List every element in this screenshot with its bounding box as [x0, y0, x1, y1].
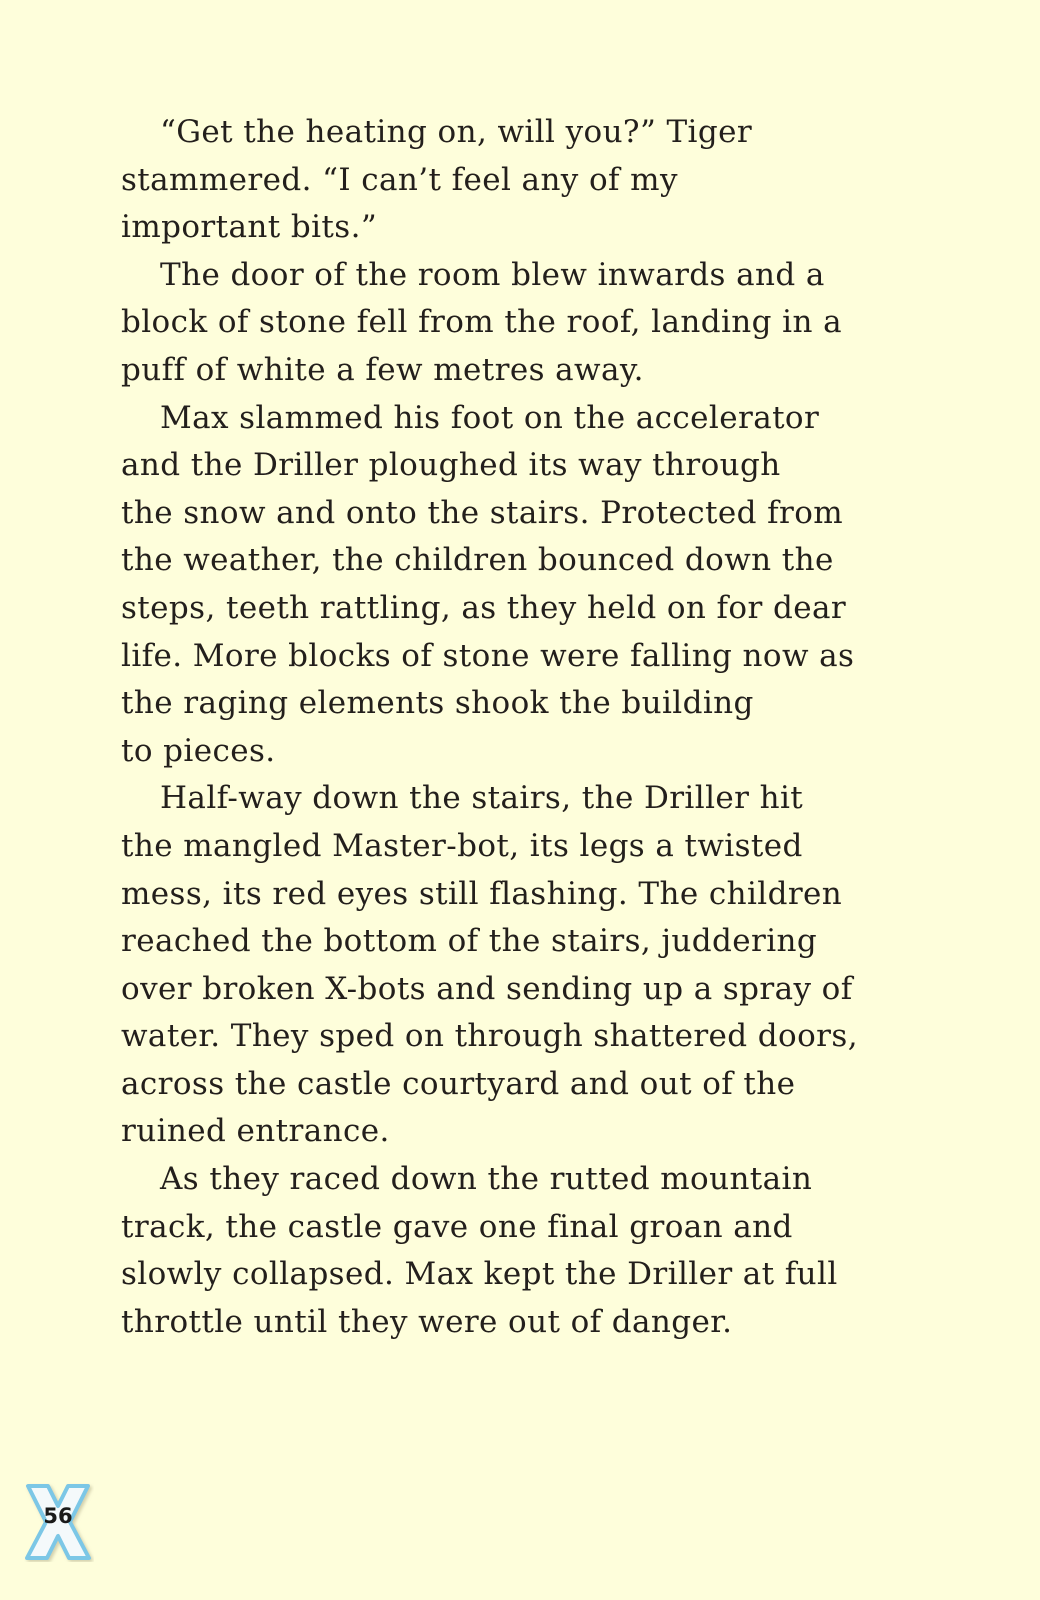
text-line: over broken X-bots and sending up a spray of — [121, 970, 853, 1007]
text-line: “Get the heating on, will you?” Tiger — [160, 114, 753, 150]
text-line: and the Driller ploughed its way through — [121, 447, 781, 484]
text-line: throttle until they were out of danger. — [121, 1303, 733, 1340]
text-line: the snow and onto the stairs. Protected from — [121, 494, 844, 531]
text-line: steps, teeth rattling, as they held on for dear — [121, 589, 847, 626]
paragraph — [121, 395, 921, 776]
text-line: track, the castle gave one final groan and — [121, 1208, 793, 1245]
text-line: The door of the room blew inwards and a — [160, 256, 825, 293]
text-line: the weather, the children bounced down the — [121, 542, 834, 579]
text-line: reached the bottom of the stairs, juddering — [121, 923, 818, 960]
text-line: mess, its red eyes still flashing. The children — [121, 875, 843, 912]
text-line: block of stone fell from the roof, landing in a — [121, 304, 842, 341]
text-line: As they raced down the rutted mountain — [160, 1161, 813, 1198]
paragraph — [121, 109, 921, 252]
text-line: puff of white a few metres away. — [121, 351, 644, 388]
text-line: to pieces. — [121, 732, 276, 769]
text-line: important bits.” — [121, 209, 378, 246]
paragraph — [121, 252, 921, 395]
text-line: water. They sped on through shattered doors, — [121, 1018, 858, 1055]
text-line: Half-way down the stairs, the Driller hit — [160, 780, 804, 817]
page-number-badge — [22, 1482, 94, 1562]
paragraph — [121, 1156, 921, 1346]
text-line: slowly collapsed. Max kept the Driller at full — [121, 1256, 838, 1293]
text-line: Max slammed his foot on the accelerator — [160, 399, 820, 436]
text-line: across the castle courtyard and out of the — [121, 1065, 796, 1102]
text-line: the mangled Master-bot, its legs a twisted — [121, 827, 803, 864]
text-line: stammered. “I can’t feel any of my — [121, 161, 678, 198]
text-line: ruined entrance. — [121, 1113, 390, 1150]
paragraph — [121, 775, 921, 1156]
text-line: life. More blocks of stone were falling now as — [121, 637, 855, 674]
story-text — [121, 109, 921, 1346]
text-line: the raging elements shook the building — [121, 685, 754, 722]
page-number: 56 — [43, 1504, 73, 1528]
